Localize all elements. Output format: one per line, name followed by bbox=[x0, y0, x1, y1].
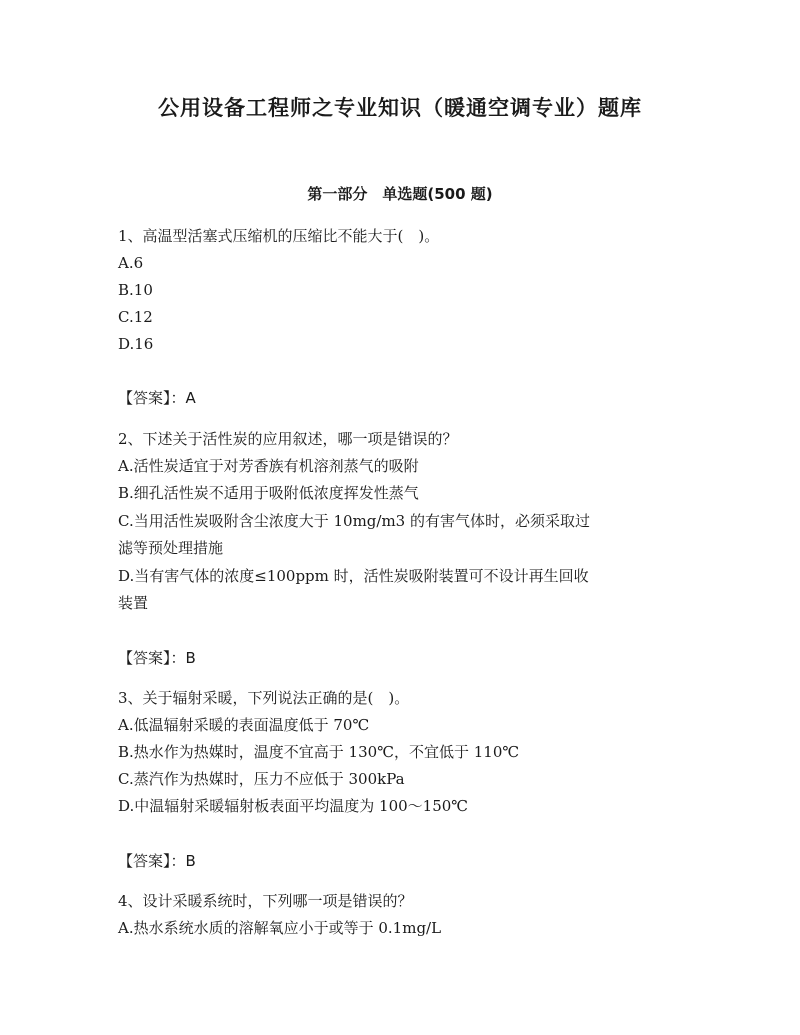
question-1-option-d: D.16 bbox=[118, 335, 154, 353]
question-2-stem: 2、下述关于活性炭的应用叙述，哪一项是错误的？ bbox=[118, 430, 458, 448]
question-3-option-c: C.蒸汽作为热媒时，压力不应低于 300kPa bbox=[118, 770, 405, 788]
question-4-stem: 4、设计采暖系统时，下列哪一项是错误的？ bbox=[118, 892, 413, 910]
question-2-option-a: A.活性炭适宜于对芳香族有机溶剂蒸气的吸附 bbox=[118, 457, 419, 475]
question-2-option-b: B.细孔活性炭不适用于吸附低浓度挥发性蒸气 bbox=[118, 484, 419, 502]
question-2-option-c-cont: 滤等预处理措施 bbox=[118, 539, 224, 557]
section-heading: 第一部分 单选题(500 题) bbox=[307, 185, 493, 203]
question-3-option-b: B.热水作为热媒时，温度不宜高于 130℃，不宜低于 110℃ bbox=[118, 743, 520, 761]
document-title: 公用设备工程师之专业知识（暖通空调专业）题库 bbox=[158, 96, 642, 120]
question-2-option-c: C.当用活性炭吸附含尘浓度大于 10mg/m3 的有害气体时，必须采取过 bbox=[118, 512, 590, 530]
question-2-option-d-cont: 装置 bbox=[118, 594, 149, 612]
question-4-option-a: A.热水系统水质的溶解氧应小于或等于 0.1mg/L bbox=[118, 919, 442, 937]
question-1-option-a: A.6 bbox=[118, 254, 144, 272]
question-2-option-d: D.当有害气体的浓度≤100ppm 时，活性炭吸附装置可不设计再生回收 bbox=[118, 567, 589, 585]
question-1-option-c: C.12 bbox=[118, 308, 153, 326]
question-3-option-d: D.中温辐射采暖辐射板表面平均温度为 100～150℃ bbox=[118, 797, 469, 815]
question-3-answer: 【答案】：B bbox=[118, 852, 196, 870]
question-1-stem: 1、高温型活塞式压缩机的压缩比不能大于( )。 bbox=[118, 227, 440, 245]
question-1-option-b: B.10 bbox=[118, 281, 153, 299]
question-3-option-a: A.低温辐射采暖的表面温度低于 70℃ bbox=[118, 716, 370, 734]
question-2-answer: 【答案】：B bbox=[118, 649, 196, 667]
question-1-answer: 【答案】：A bbox=[118, 389, 196, 407]
question-3-stem: 3、关于辐射采暖，下列说法正确的是( )。 bbox=[118, 689, 410, 707]
